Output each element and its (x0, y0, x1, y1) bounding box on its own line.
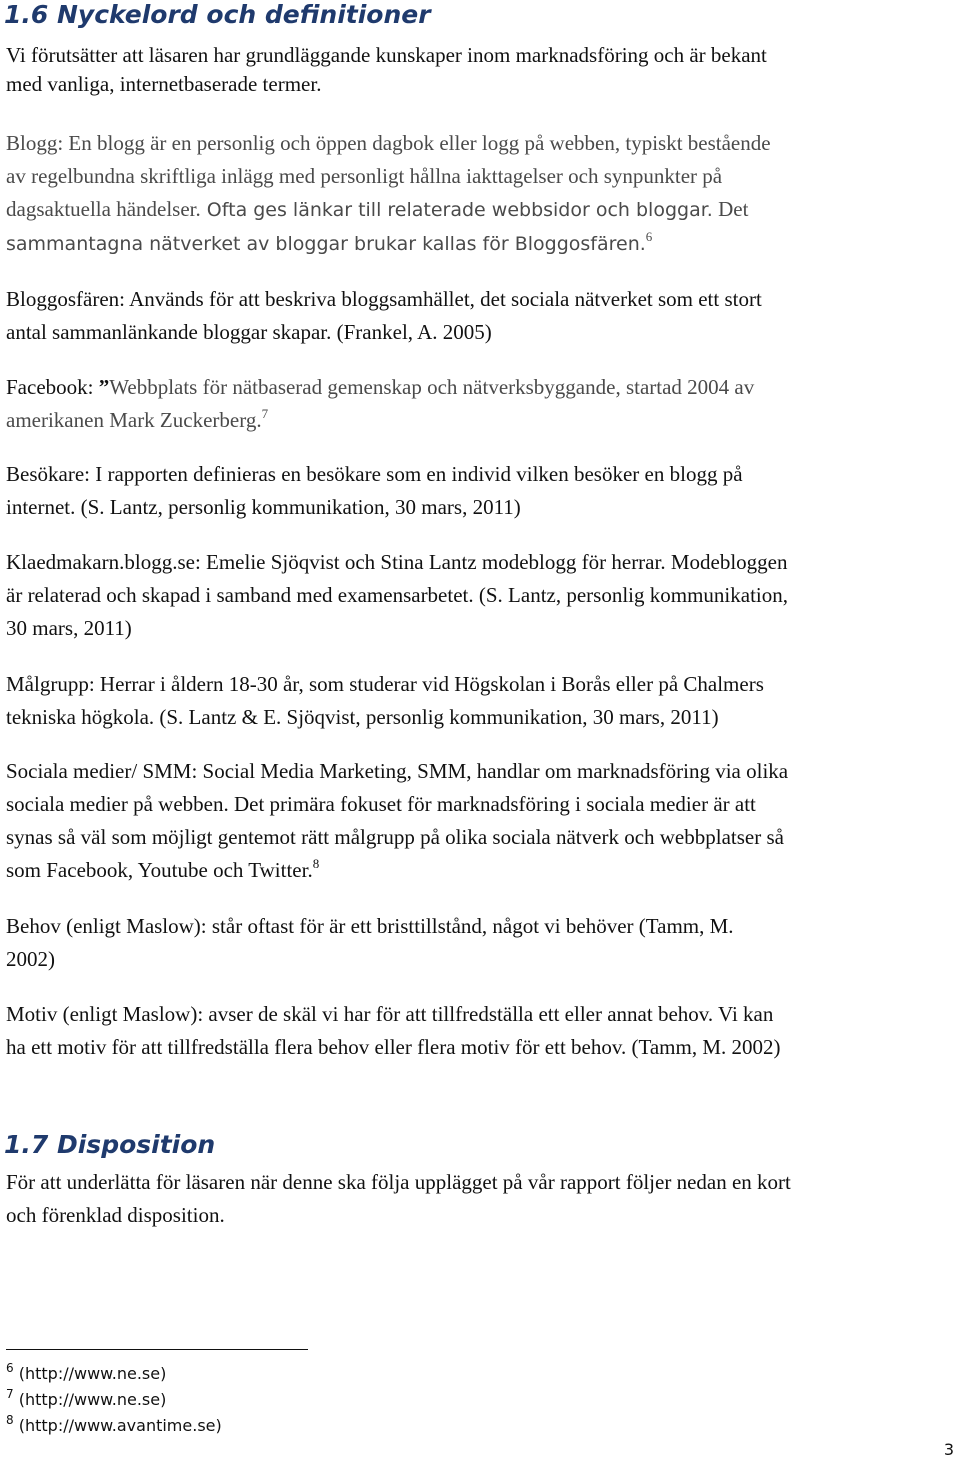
footnote-ref: 6 (645, 229, 653, 244)
definition-line: ha ett motiv för att tillfredställa flera behov eller flera motiv för ett behov. (Tamm, M. 2002) (6, 1035, 781, 1059)
definition-besokare (6, 458, 958, 524)
intro-paragraph (6, 41, 958, 99)
definition-line-part: Ofta ges länkar till relaterade webbsidor och bloggar. (200, 199, 713, 221)
definition-line: Motiv (enligt Maslow): avser de skäl vi har för att tillfredställa ett eller annat behov. Vi kan (6, 1002, 774, 1026)
definition-facebook (6, 371, 958, 437)
definition-line: sociala medier på webben. Det primära fokuset för marknadsföring i sociala medier är att (6, 792, 756, 816)
definition-line (6, 227, 958, 261)
footnote (6, 1387, 222, 1413)
definition-line: Besökare: I rapporten definieras en besökare som en individ vilken besöker en blogg på (6, 462, 743, 486)
footnote-text: (http://www.ne.se) (13, 1364, 167, 1383)
footnote-text: (http://www.avantime.se) (13, 1416, 222, 1435)
definition-bloggosfaren (6, 283, 958, 349)
footnote-number: 7 (6, 1387, 14, 1401)
definition-line: Klaedmakarn.blogg.se: Emelie Sjöqvist och Stina Lantz modeblogg för herrar. Modebloggen (6, 550, 788, 574)
definition-malgrupp (6, 668, 958, 734)
disposition-line: För att underlätta för läsaren när denne ska följa upplägget på vår rapport följer nedan en kort (6, 1170, 791, 1194)
definition-line-part: Webbplats för nätbaserad gemenskap och nätverksbyggande, startad 2004 av (109, 375, 755, 399)
footnote-text: (http://www.ne.se) (13, 1390, 167, 1409)
intro-line: med vanliga, internetbaserade termer. (6, 72, 322, 96)
definition-line: Blogg: En blogg är en personlig och öppen dagbok eller logg på webben, typiskt bestående (6, 131, 771, 155)
definition-line: av regelbundna skriftliga inlägg med personligt hållna iakttagelser och synpunkter på (6, 164, 723, 188)
definition-term: Facebook: (6, 375, 99, 399)
disposition-paragraph (6, 1166, 958, 1232)
definition-line-part: dagsaktuella händelser. (6, 197, 201, 221)
definition-line (6, 404, 958, 437)
definition-line: antal sammanlänkande bloggar skapar. (Frankel, A. 2005) (6, 320, 492, 344)
definition-line: är relaterad och skapad i samband med examensarbetet. (S. Lantz, personlig kommunikation, (6, 583, 788, 607)
footnote-number: 8 (6, 1413, 14, 1427)
definition-line: Behov (enligt Maslow): står oftast för är ett bristtillstånd, något vi behöver (Tamm, M. (6, 914, 734, 938)
definition-line: Sociala medier/ SMM: Social Media Marketing, SMM, handlar om marknadsföring via olika (6, 759, 789, 783)
definition-blogg (6, 127, 958, 261)
page-number: 3 (943, 1440, 954, 1459)
definition-line-part: Det (712, 197, 749, 221)
definition-line: synas så väl som möjligt gentemot rätt målgrupp på olika sociala nätverk och webbplatser så (6, 825, 784, 849)
definition-line: Facebook: ”Webbplats för nätbaserad gemenskap och nätverksbyggande, startad 2004 av (6, 375, 755, 399)
footnote (6, 1413, 222, 1439)
footnote-separator (6, 1349, 308, 1350)
definition-line: internet. (S. Lantz, personlig kommunikation, 30 mars, 2011) (6, 495, 521, 519)
disposition-line: och förenklad disposition. (6, 1203, 225, 1227)
definition-line: Bloggosfären: Används för att beskriva bloggsamhället, det sociala nätverket som ett stort (6, 287, 762, 311)
definition-line: tekniska högkola. (S. Lantz & E. Sjöqvist, personlig kommunikation, 30 mars, 2011) (6, 705, 719, 729)
definition-klaedmakarn (6, 546, 958, 645)
definition-sociala-medier (6, 755, 958, 887)
footnote-number: 6 (6, 1361, 14, 1375)
definition-line-part: sammantagna nätverket av bloggar brukar kallas för Bloggosfären. (6, 233, 646, 255)
definition-line: Målgrupp: Herrar i åldern 18-30 år, som studerar vid Högskolan i Borås eller på Chalmers (6, 672, 764, 696)
definition-line-part: som Facebook, Youtube och Twitter. (6, 858, 313, 882)
footnote-ref: 7 (261, 406, 269, 421)
footnotes (6, 1361, 222, 1439)
definition-line: 2002) (6, 947, 55, 971)
section-heading-1-7: 1.7 Disposition (4, 1130, 216, 1159)
definition-line (6, 193, 958, 227)
intro-line: Vi förutsätter att läsaren har grundläggande kunskaper inom marknadsföring och är bekant (6, 43, 767, 67)
definition-behov (6, 910, 958, 976)
definition-line: 30 mars, 2011) (6, 616, 132, 640)
definition-motiv (6, 998, 958, 1064)
definition-line-part: amerikanen Mark Zuckerberg. (6, 408, 262, 432)
section-heading-1-6: 1.6 Nyckelord och definitioner (4, 0, 431, 29)
footnote-ref: 8 (312, 856, 320, 871)
definition-line (6, 854, 958, 887)
footnote (6, 1361, 222, 1387)
